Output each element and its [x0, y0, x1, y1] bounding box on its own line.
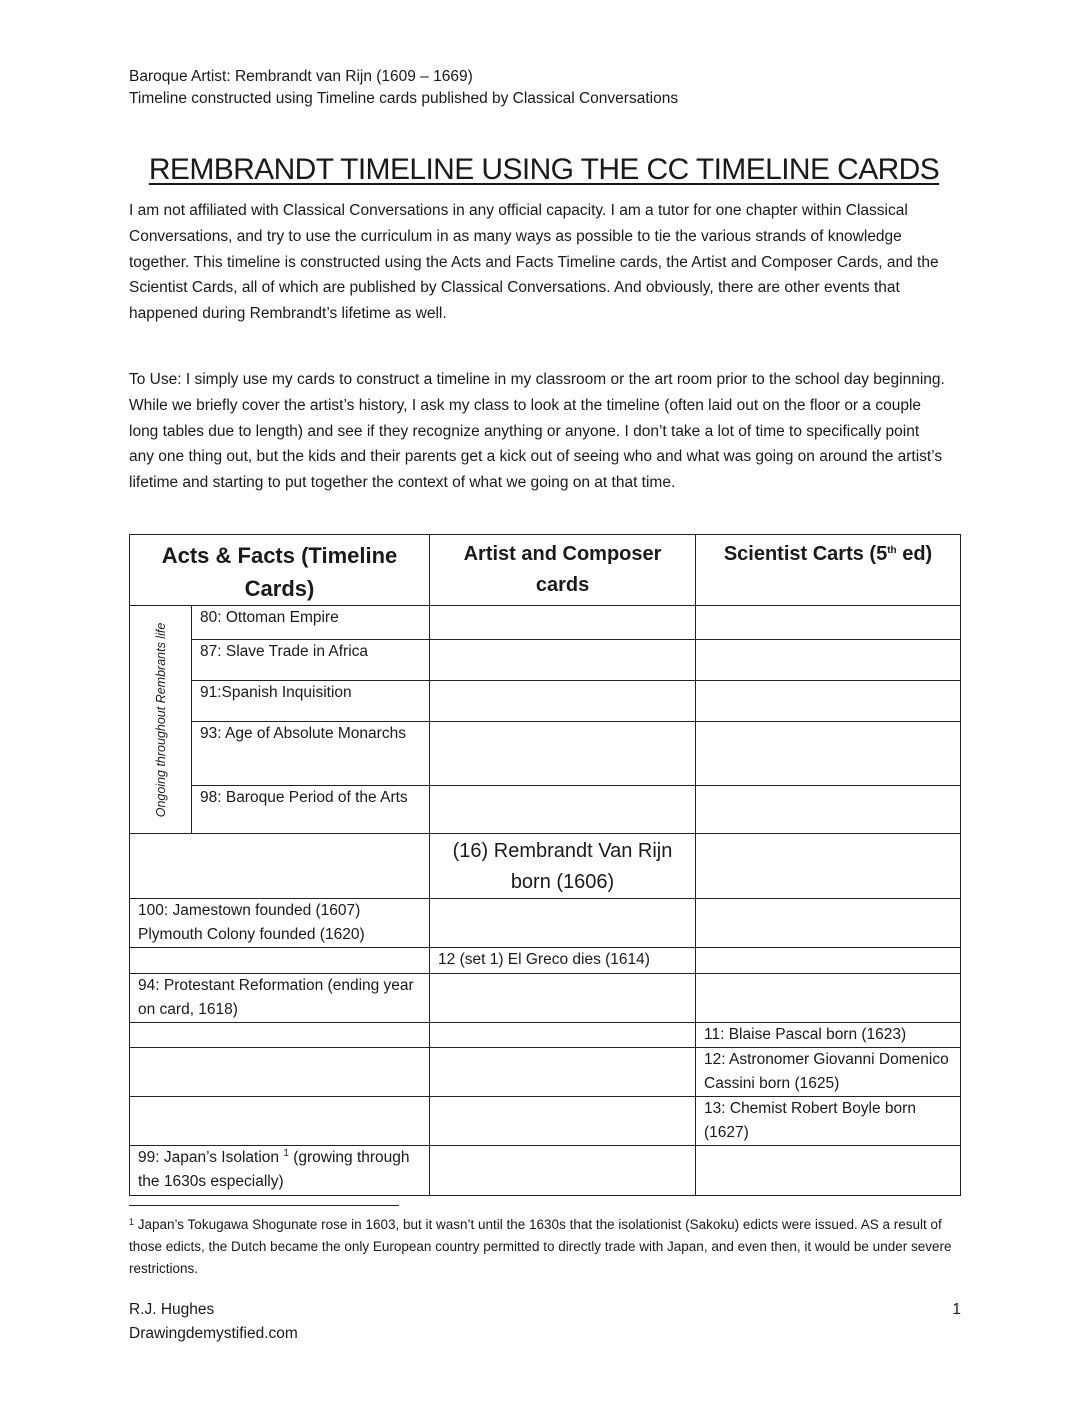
artist-cell: [430, 1023, 696, 1048]
table-row: [130, 899, 961, 948]
ongoing-label-cell: [130, 606, 192, 834]
artist-cell: [430, 722, 696, 786]
scientist-cell: [696, 948, 961, 974]
header-artist-composer: Artist and Composer cards: [430, 535, 696, 606]
ongoing-item: 91:Spanish Inquisition: [192, 681, 430, 722]
scientist-cell: [696, 606, 961, 640]
table-row: [130, 640, 961, 681]
scientist-cell: [696, 681, 961, 722]
acts-cell: [130, 1146, 430, 1196]
artist-cell: [430, 681, 696, 722]
document-title: REMBRANDT TIMELINE USING THE CC TIMELINE CARDS: [148, 153, 940, 186]
footer-site: Drawingdemystified.com: [129, 1325, 298, 1342]
table-header-row: [130, 535, 961, 606]
table-row: [130, 722, 961, 786]
table-row: [130, 606, 961, 640]
ongoing-item: 80: Ottoman Empire: [192, 606, 430, 640]
scientist-cell: 11: Blaise Pascal born (1623): [696, 1023, 961, 1048]
table-row: [130, 974, 961, 1023]
artist-cell: [430, 606, 696, 640]
table-row: [130, 1023, 961, 1048]
artist-cell: [430, 899, 696, 948]
scientist-cell: [696, 786, 961, 834]
artist-cell: [430, 640, 696, 681]
table-row: [130, 1097, 961, 1146]
header-scientist-sup: th: [887, 545, 897, 556]
footnote: [129, 1214, 959, 1280]
table-row: [130, 1146, 961, 1196]
acts-cell: [130, 1097, 430, 1146]
scientist-cell: [696, 834, 961, 899]
acts-cell: 94: Protestant Reformation (ending year on card, 1618): [130, 974, 430, 1023]
artist-cell: 12 (set 1) El Greco dies (1614): [430, 948, 696, 974]
header-scientist: [696, 535, 961, 606]
acts-line: Plymouth Colony founded (1620): [138, 926, 365, 943]
page-number: 1: [952, 1301, 961, 1318]
footnote-ref: 1: [283, 1148, 289, 1159]
timeline-table: [129, 534, 961, 1196]
artist-cell: [430, 974, 696, 1023]
rembrandt-born-cell: (16) Rembrandt Van Rijn born (1606): [430, 834, 696, 899]
scientist-cell: [696, 974, 961, 1023]
ongoing-item: 87: Slave Trade in Africa: [192, 640, 430, 681]
scientist-cell: [696, 899, 961, 948]
artist-cell: [430, 1097, 696, 1146]
acts-cell: [130, 899, 430, 948]
footnote-divider: [129, 1205, 399, 1206]
scientist-cell: [696, 640, 961, 681]
acts-line: 100: Jamestown founded (1607): [138, 902, 361, 919]
scientist-cell: 12: Astronomer Giovanni Domenico Cassini born (1625): [696, 1048, 961, 1097]
acts-cell: [130, 948, 430, 974]
header-line-1: Baroque Artist: Rembrandt van Rijn (1609 – 1669): [129, 68, 473, 85]
table-row: [130, 1048, 961, 1097]
ongoing-item: 93: Age of Absolute Monarchs: [192, 722, 430, 786]
ongoing-label: Ongoing throughout Rembrants life: [153, 622, 168, 817]
header-scientist-suffix: ed): [896, 543, 933, 565]
artist-cell: [430, 786, 696, 834]
acts-text: 99: Japan’s Isolation: [138, 1149, 284, 1166]
artist-cell: [430, 1146, 696, 1196]
acts-text: (growing through the 1630s especially): [138, 1149, 410, 1190]
scientist-cell: 13: Chemist Robert Boyle born (1627): [696, 1097, 961, 1146]
table-row: [130, 681, 961, 722]
acts-cell: [130, 1023, 430, 1048]
table-row: [130, 948, 961, 974]
intro-paragraph: I am not affiliated with Classical Conversations in any official capacity. I am a tutor for one chapter within Classical Conversations, and try to use the curriculum in as many ways as possible to tie the various strands of knowledge together. This timeline is constructed using the Acts and Facts Timeline cards, the Artist and Composer Cards, and the Scientist Cards, all of which are published by Classical Conversations. And obviously, there are other events that happened during Rembrandt’s lifetime as well.: [129, 202, 939, 323]
acts-cell: [130, 1048, 430, 1097]
scientist-cell: [696, 722, 961, 786]
page-footer: [129, 1298, 298, 1346]
artist-cell: [430, 1048, 696, 1097]
footnote-marker: 1: [129, 1217, 135, 1227]
footer-author: R.J. Hughes: [129, 1301, 215, 1318]
scientist-cell: [696, 1146, 961, 1196]
footnote-text: Japan’s Tokugawa Shogunate rose in 1603, but it wasn’t until the 1630s that the isolationist (Sakoku) edicts were issued. AS a result of those edicts, the Dutch became the only European country permitted to directly trade with Japan, and even then, it would be under severe restrictions.: [129, 1217, 952, 1276]
table-row: [130, 834, 961, 899]
header-line-2: Timeline constructed using Timeline cards published by Classical Conversations: [129, 90, 679, 107]
header-acts-facts: Acts & Facts (Timeline Cards): [130, 535, 430, 606]
header-scientist-prefix: Scientist Carts (5: [723, 543, 888, 565]
usage-paragraph: To Use: I simply use my cards to construct a timeline in my classroom or the art room prior to the school day beginning. While we briefly cover the artist’s history, I ask my class to look at the timeline (often laid out on the floor or a couple long tables due to length) and see if they recognize anything or anyone. I don’t take a lot of time to specifically point any one thing out, but the kids and their parents get a kick out of seeing who and what was going on around the artist’s lifetime and starting to put together the context of what we going on at that time.: [129, 371, 945, 492]
page-header: [129, 66, 678, 110]
table-row: [130, 786, 961, 834]
ongoing-item: 98: Baroque Period of the Arts: [192, 786, 430, 834]
acts-cell: [130, 834, 430, 899]
